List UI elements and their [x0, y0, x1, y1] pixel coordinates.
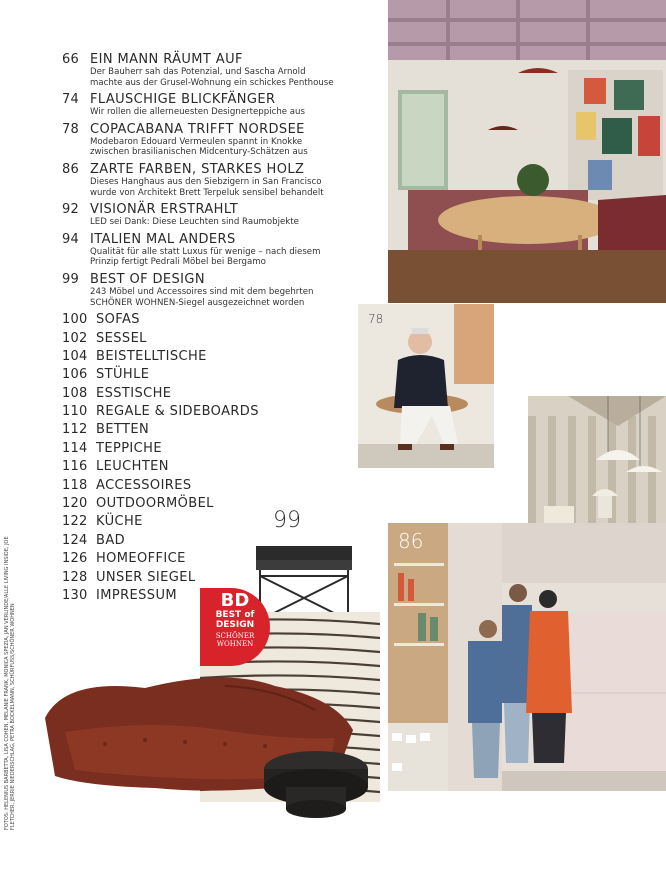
toc-section-title: KÜCHE	[96, 514, 143, 530]
badge-line2: DESIGN	[215, 620, 255, 630]
toc-page-number: 120	[62, 496, 88, 512]
toc-section-entry[interactable]	[62, 441, 392, 456]
toc-page-number: 74	[62, 92, 79, 108]
badge-logo-icon: BD	[220, 590, 250, 611]
toc-description: Dieses Hanghaus aus den Siebzigern in San Francisco	[90, 176, 322, 187]
toc-entry[interactable]	[62, 52, 392, 88]
toc-description: Wir rollen die allerneuesten Designerteppiche aus	[90, 107, 305, 118]
toc-entry[interactable]	[62, 232, 392, 268]
toc-section-title: SOFAS	[96, 312, 140, 328]
toc-section-title: HOMEOFFICE	[96, 551, 186, 567]
toc-entry[interactable]	[62, 162, 392, 198]
page-number-58-label: 58	[506, 330, 541, 361]
toc-description: Der Bauherr sah das Potenzial, und Sascha Arnold	[90, 67, 306, 77]
toc-entry[interactable]	[62, 92, 392, 118]
toc-page-number: 124	[62, 532, 88, 548]
page-number-78: 78	[368, 312, 384, 326]
toc-page-number: 104	[62, 348, 88, 364]
toc-page-number: 112	[62, 422, 88, 438]
toc-description: Prinzip fertigt Pedrali Möbel bei Bergamo	[90, 257, 266, 268]
toc-title: COPACABANA TRIFFT NORDSEE	[90, 121, 305, 137]
toc-section-title: BEISTELLTISCHE	[96, 348, 207, 364]
toc-description: zwischen brasilianischen Midcentury-Schätzen aus	[90, 147, 308, 158]
toc-description: LED sei Dank: Diese Leuchten sind Raumobjekte	[90, 217, 299, 228]
toc-page-number: 126	[62, 551, 88, 567]
toc-page-number: 116	[62, 459, 88, 475]
toc-page-number: 110	[62, 404, 88, 420]
toc-page-number: 99	[62, 271, 79, 287]
badge-line4: WOHNEN	[216, 640, 254, 648]
toc-section-entry[interactable]	[62, 422, 392, 437]
toc-page-number: 78	[62, 121, 79, 137]
toc-page-number: 108	[62, 385, 88, 401]
toc-title: BEST OF DESIGN	[90, 271, 206, 287]
toc-page-number: 100	[62, 312, 88, 328]
toc-section-title: REGALE & SIDEBOARDS	[96, 404, 259, 420]
toc-description: machte aus der Grusel-Wohnung ein schickes Penthouse	[90, 77, 334, 88]
toc-page-number: 122	[62, 514, 88, 530]
toc-entry[interactable]	[62, 272, 392, 308]
toc-page-number: 128	[62, 569, 88, 585]
toc-description: SCHÖNER WOHNEN-Siegel ausgezeichnet worden	[90, 297, 305, 308]
toc-section-title: UNSER SIEGEL	[96, 569, 196, 585]
toc-section-entry[interactable]	[62, 349, 392, 364]
toc-page-number: 102	[62, 330, 88, 346]
toc-entry[interactable]	[62, 202, 392, 228]
toc-page-number: 106	[62, 367, 88, 383]
toc-page-number: 114	[62, 440, 88, 456]
photo-credits: FOTOS: HELENIUS BARBETTA, LISA COHEN, MELANIE FRANK, MONICA SPEZIA, JAN VERLINDE/ALLE LIVING INSIDE, JOE FLETCHER, JERRIE NIEDERSCHLAG, PETRA BOCKELMANN, SCHÜRFUSS/SCHÖNER WOHNEN	[4, 536, 16, 830]
toc-section-title: LEUCHTEN	[96, 459, 169, 475]
badge-line3: SCHÖNER	[215, 632, 255, 640]
toc-section-entry[interactable]	[62, 459, 392, 474]
toc-section-title: STÜHLE	[96, 367, 150, 383]
toc-title: VISIONÄR ERSTRAHLT	[90, 202, 239, 218]
toc-title: FLAUSCHIGE BLICKFÄNGER	[90, 92, 276, 108]
toc-page-number: 118	[62, 477, 88, 493]
toc-section-title: SESSEL	[96, 330, 147, 346]
page-number-86: 86	[398, 529, 424, 553]
coffee-table-product-image	[260, 745, 380, 825]
toc-page-number: 130	[62, 587, 88, 603]
portrait-photo	[358, 304, 494, 468]
toc-section-entry[interactable]	[62, 496, 392, 511]
toc-title: ITALIEN MAL ANDERS	[90, 231, 236, 247]
toc-page-number: 86	[62, 161, 79, 177]
table-of-contents	[62, 52, 392, 606]
toc-description: Qualität für alle statt Luxus für wenige – nach diesem	[90, 246, 321, 257]
page-number-99: 99	[273, 508, 301, 533]
toc-description: wurde von Architekt Brett Terpeluk sensibel behandelt	[90, 187, 324, 198]
badge-line1: BEST of	[215, 610, 255, 620]
toc-section-entry[interactable]	[62, 404, 392, 419]
toc-page-number: 66	[62, 52, 79, 67]
toc-section-title: BAD	[96, 532, 126, 548]
toc-section-title: OUTDOORMÖBEL	[96, 496, 214, 512]
toc-section-title: ACCESSOIRES	[96, 477, 192, 493]
toc-title: ZARTE FARBEN, STARKES HOLZ	[90, 161, 305, 177]
toc-section-title: IMPRESSUM	[96, 587, 177, 603]
toc-section-entry[interactable]	[62, 331, 392, 346]
toc-title: EIN MANN RÄUMT AUF	[90, 52, 243, 67]
toc-page-number: 92	[62, 202, 79, 218]
toc-entry[interactable]	[62, 122, 392, 158]
toc-section-title: BETTEN	[96, 422, 150, 438]
toc-section-title: TEPPICHE	[96, 440, 162, 456]
toc-section-entry[interactable]	[62, 514, 392, 529]
toc-section-title: ESSTISCHE	[96, 385, 172, 401]
toc-section-entry[interactable]	[62, 386, 392, 401]
toc-section-entry[interactable]	[62, 367, 392, 382]
toc-section-entry[interactable]	[62, 478, 392, 493]
toc-description: 243 Möbel und Accessoires sind mit dem begehrten	[90, 286, 314, 297]
toc-section-entry[interactable]	[62, 312, 392, 327]
toc-description: Modebaron Edouard Vermeulen spannt in Knokke	[90, 136, 303, 147]
dining-room-photo	[388, 0, 666, 303]
toc-page-number: 94	[62, 231, 79, 247]
kitchen-photo-left	[388, 523, 502, 791]
kitchen-photo-right	[502, 523, 666, 791]
